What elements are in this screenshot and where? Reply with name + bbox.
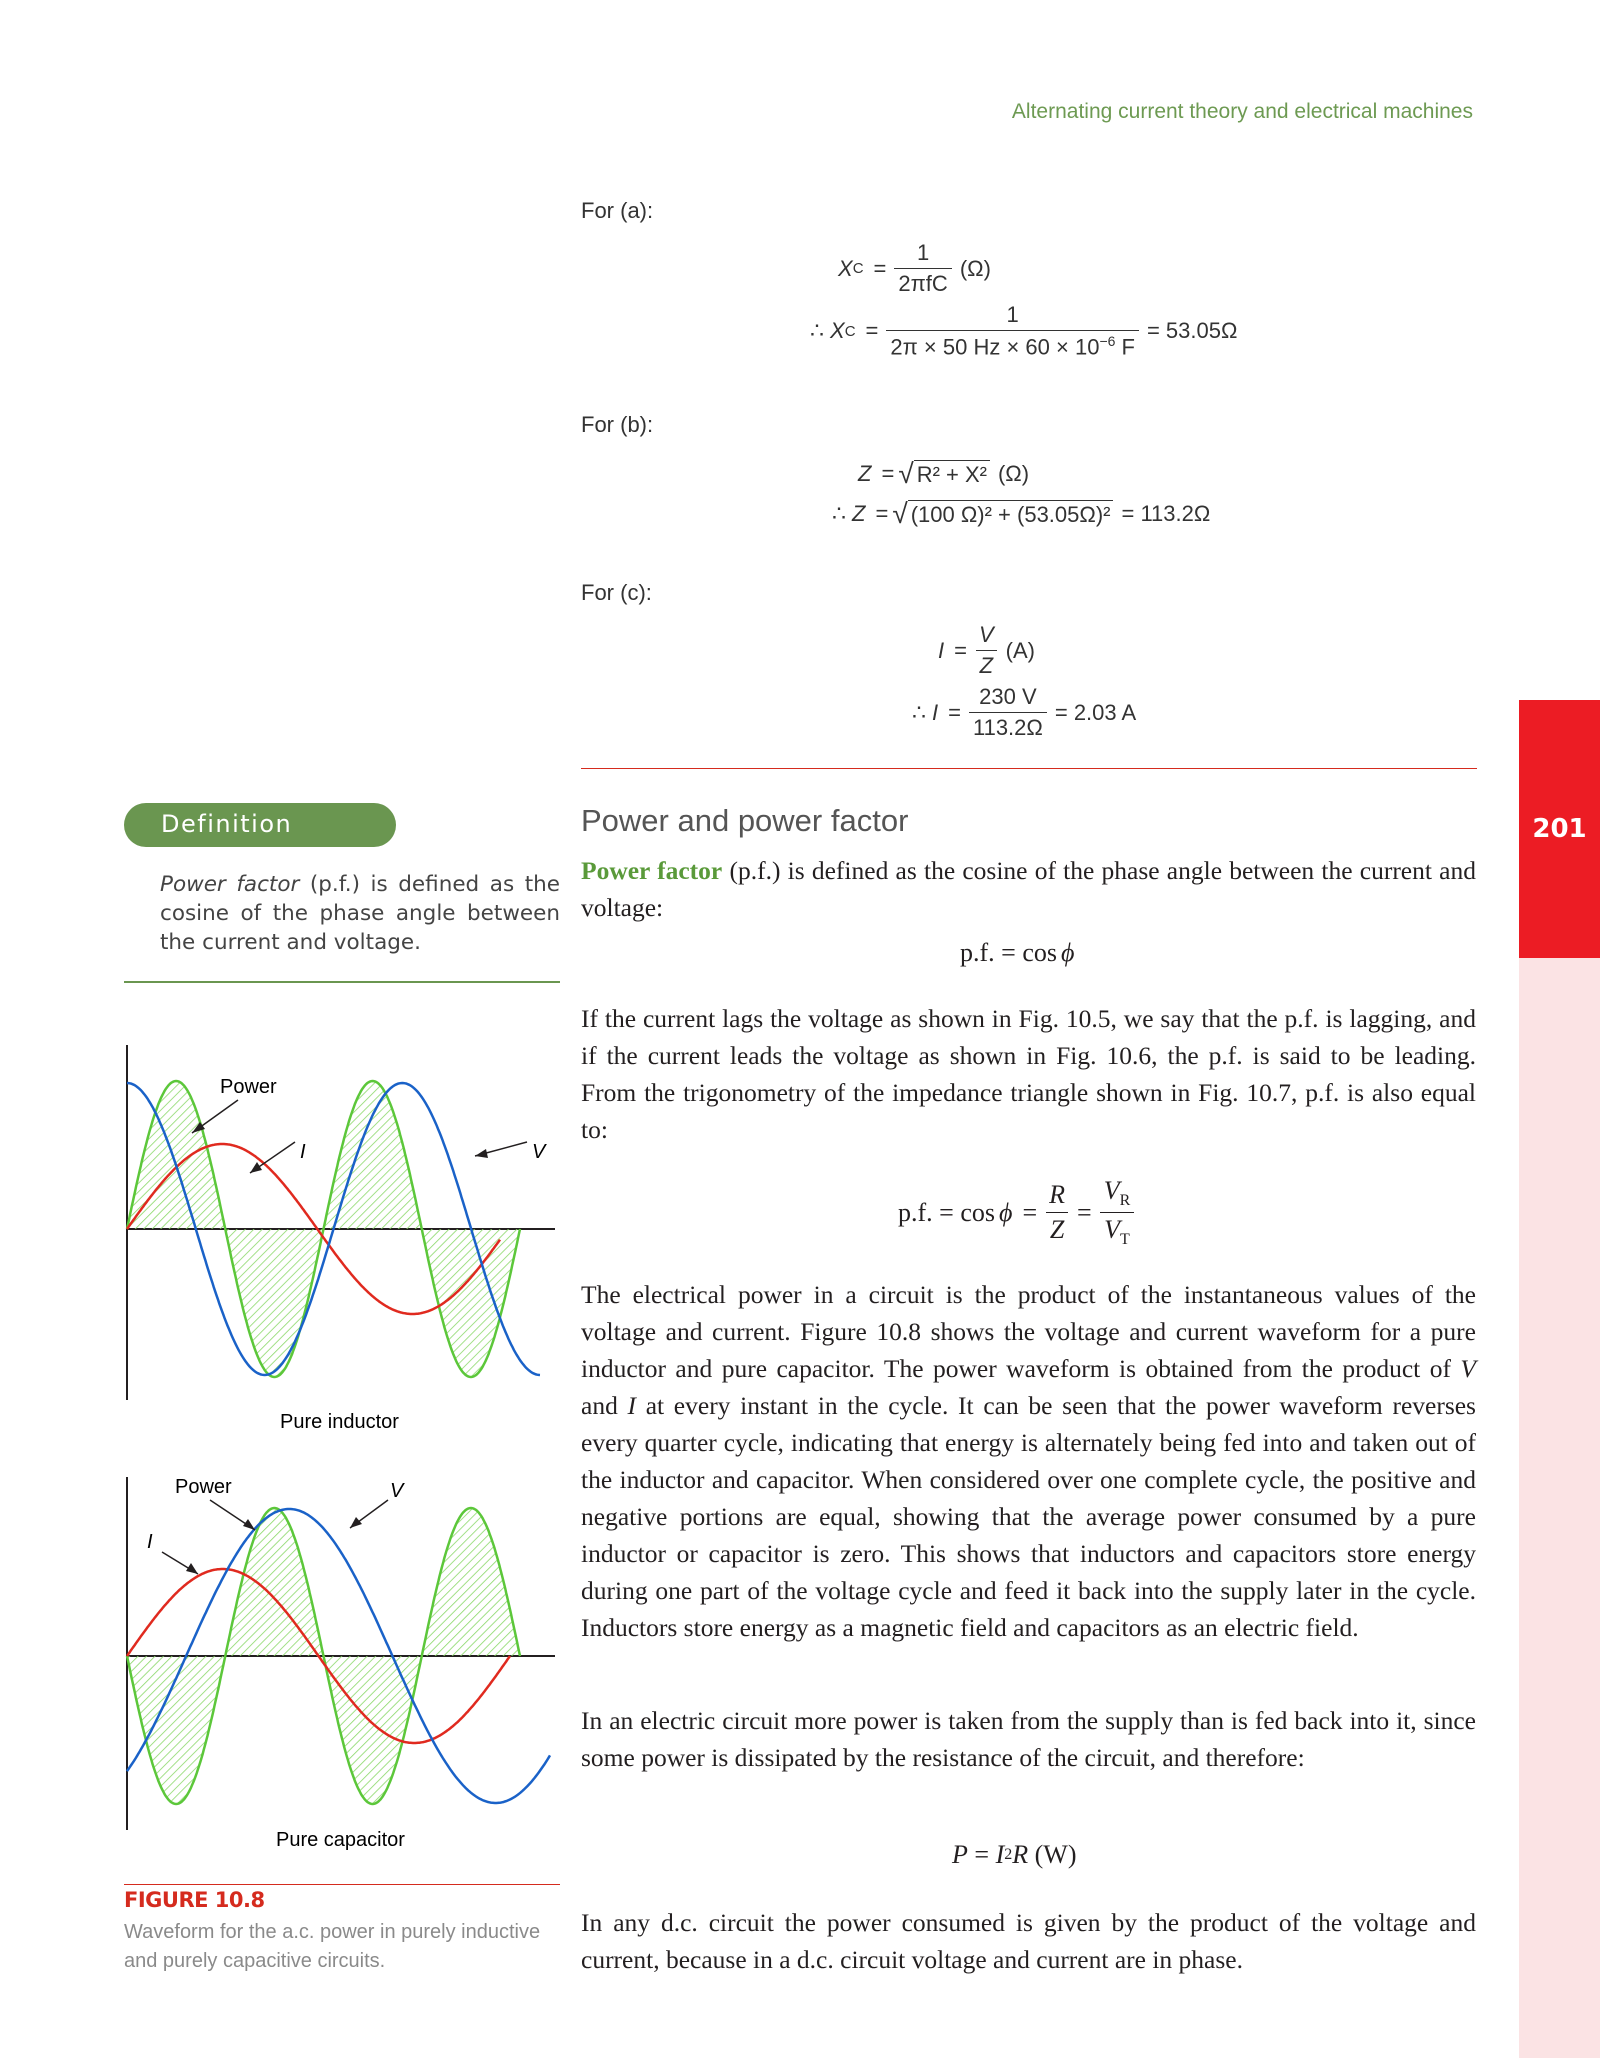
section-heading: Power and power factor <box>581 803 909 838</box>
pf-ratio-equation: p.f. = cos ϕ = $\frac{R}{Z}$ = $\frac{V_R}{V_T}$ <box>898 1176 1142 1249</box>
lagging-leading-paragraph: If the current lags the voltage as shown in Fig. 10.5, we say that the p.f. is lagging, and if the current leads the voltage as shown in Fig. 10.6, the p.f. is said to be leading. From the trigonometry of the impedance triangle shown in Fig. 10.7, p.f. is also equal to: <box>581 1004 1476 1144</box>
definition-text: Power factor (p.f.) is defined as the cosine of the phase angle between the current and voltage. <box>160 872 560 955</box>
inductor-waveform-chart <box>120 1040 560 1430</box>
power-label: Power <box>220 1076 277 1098</box>
xc-fraction: $\frac{1}{\text{2πfC}}$ <box>894 240 951 297</box>
capacitor-waveform-chart <box>120 1470 560 1850</box>
i-formula: I = $\frac{V}{Z}$ (A) <box>938 622 1035 678</box>
for-a-label: For (a): <box>581 198 654 223</box>
xc-formula: X C = $\frac{1}{\text{2πfC}}$ (Ω) <box>838 240 991 296</box>
voltage-label: V <box>532 1141 546 1163</box>
z-formula: Z = √ R² + X² (Ω) <box>858 458 1030 489</box>
power-waveform <box>127 1081 520 1377</box>
current-arrowhead <box>250 1162 262 1173</box>
pf-equation: p.f. = cos ϕ <box>960 938 1075 967</box>
inductor-caption: Pure inductor <box>280 1411 399 1430</box>
voltage-arrowhead <box>475 1149 488 1158</box>
i-calculation: ∴ I = $\frac{230 V}{113.2\Omega}$ = 2.03 A <box>912 684 1137 740</box>
figure-caption: Waveform for the a.c. power in purely inductive and purely capacitive circuits. <box>124 1921 541 1972</box>
voltage-arrowhead <box>350 1517 362 1528</box>
running-header: Alternating current theory and electrical machines <box>1011 100 1473 123</box>
figure-label: FIGURE 10.8 <box>124 1888 265 1912</box>
current-label: I <box>147 1531 153 1553</box>
current-label: I <box>300 1141 306 1163</box>
dissipation-paragraph: In an electric circuit more power is taken from the supply than is fed back into it, since some power is dissipated by the resistance of the circuit, and therefore: <box>581 1706 1476 1772</box>
xc-calculation: ∴ X C = $\frac{1}{2\pi \times 50 Hz \times 60 \times 10^{-6} F}$ = 53.05Ω <box>810 302 1238 360</box>
z-calculation: ∴ Z = √ (100 Ω)² + (53.05Ω)² = 113.2Ω <box>832 498 1211 529</box>
for-c-label: For (c): <box>581 580 652 605</box>
page-tab-light <box>1519 958 1600 2058</box>
capacitor-caption: Pure capacitor <box>276 1829 405 1850</box>
section-divider <box>581 768 1477 769</box>
intro-paragraph: Power factor (p.f.) is defined as the cosine of the phase angle between the current and voltage: <box>581 856 1476 922</box>
xc-calc-fraction: $\frac{1}{2\pi \times 50 Hz \times 60 \times 10^{-6} F}$ <box>886 302 1139 360</box>
figure-rule <box>124 1884 560 1885</box>
for-b-label: For (b): <box>581 412 654 437</box>
definition-title: Definition <box>161 810 293 838</box>
current-arrowhead <box>186 1563 198 1574</box>
definition-rule <box>124 981 560 983</box>
dc-paragraph: In any d.c. circuit the power consumed is given by the product of the voltage and current, because in a d.c. circuit voltage and current are in phase. <box>581 1908 1476 1974</box>
voltage-label: V <box>390 1480 404 1502</box>
page-number: 201 <box>1532 814 1587 844</box>
power-equation: P = I 2 R (W) <box>952 1840 1077 1869</box>
power-paragraph: The electrical power in a circuit is the product of the instantaneous values of the voltage and current. Figure 10.8 shows the voltage and current waveform for a pure inductor and pure capacitor. The power waveform is obtained from the product of V and I at every instant in the cycle. It can be seen that the power waveform reverses every quarter cycle, indicating that energy is alternately being fed into and taken out of the inductor and capacitor. When considered over one complete cycle, the positive and negative portions are equal, showing that the average power consumed by a pure inductor or capacitor is zero. This shows that inductors and capacitors store energy during one part of the voltage cycle and feed it back into the supply later in the cycle. Inductors store energy as a magnetic field and capacitors as an electric field. <box>581 1280 1476 1642</box>
power-label: Power <box>175 1476 232 1498</box>
power-arrowhead <box>243 1519 255 1530</box>
